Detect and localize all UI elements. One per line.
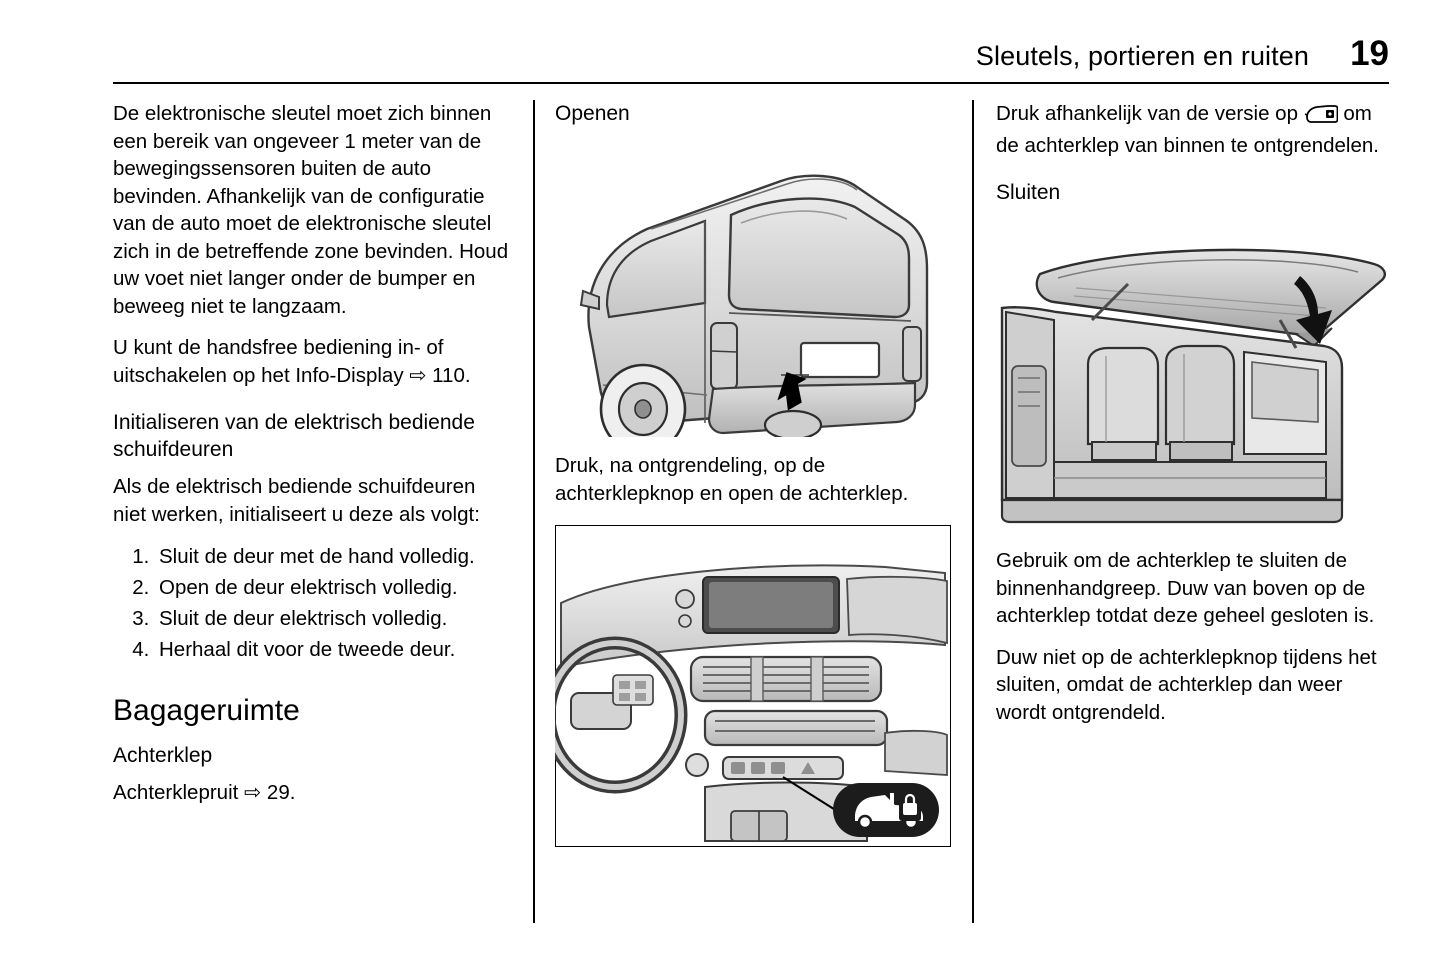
heading-achterklep: Achterklep <box>113 744 213 767</box>
heading-openen: Openen <box>555 102 630 125</box>
figure-open-tailgate <box>996 216 1394 531</box>
paragraph-niet-duwen: Duw niet op de achterklepknop tijdens het sluiten, omdat de achterklep dan weer wordt ontgrendeld. <box>996 645 1377 724</box>
paragraph-handsfree-text: U kunt de handsfree bediening in- of uitschakelen op het Info-Display <box>113 336 444 387</box>
caption-van: Druk, na ontgrendeling, op de achterklepknop en open de achterklep. <box>555 454 909 505</box>
steps-list <box>113 542 513 664</box>
header-rule <box>113 82 1389 84</box>
ref-page-29: 29. <box>266 781 296 804</box>
tailgate-unlock-icon <box>1304 104 1338 132</box>
rear-wheel <box>765 411 821 437</box>
paragraph-binnenhandgreep: Gebruik om de achterklep te sluiten de binnenhandgreep. Duw van boven op de achterklep totdat deze geheel gesloten is. <box>996 549 1375 627</box>
heading-bagageruimte: Bagageruimte <box>113 694 300 727</box>
column-divider-right <box>972 100 974 923</box>
paragraph-ontgrendelen-a: Druk afhankelijk van de versie op <box>996 102 1304 125</box>
front-wheel <box>601 365 685 437</box>
column-2 <box>555 100 955 866</box>
list-item: 4. Herhaal dit voor de tweede deur. <box>155 635 513 664</box>
column-1 <box>113 100 513 821</box>
ref-arrow-icon: ⇨ <box>244 781 262 804</box>
paragraph-initialiseren: Als de elektrisch bediende schuifdeuren niet werken, initialiseert u deze als volgt: <box>113 475 480 526</box>
list-item: 2. Open de deur elektrisch volledig. <box>155 573 513 602</box>
switch-panel <box>613 675 653 705</box>
list-item: 3. Sluit de deur elektrisch volledig. <box>155 604 513 633</box>
paragraph-ontgrendelen-b: om de achterklep van binnen te ontgrendelen. <box>996 102 1379 157</box>
figure-dashboard <box>555 525 951 852</box>
ref-page-110: 110. <box>432 363 471 387</box>
page-header <box>113 34 1389 84</box>
paragraph-ontgrendelen <box>996 100 1394 159</box>
paragraph-achterklepruit <box>113 779 513 807</box>
open-tailgate-interior-illustration <box>996 216 1394 526</box>
heading-sluiten: Sluiten <box>996 181 1061 204</box>
heading-initialiseren: Initialiseren van de elektrisch bediende schuifdeuren <box>113 411 475 461</box>
paragraph-handsfree <box>113 334 513 389</box>
page-number: 19 <box>1350 34 1389 73</box>
column-3 <box>996 100 1394 740</box>
dashboard-interior-illustration <box>555 525 951 847</box>
figure-van-rear <box>555 137 951 507</box>
van-rear-three-quarter-illustration <box>555 137 951 437</box>
paragraph-electronic-key: De elektronische sleutel moet zich binnen een bereik van ongeveer 1 meter van de bewegingssensoren buiten de auto bevinden. Afhankelijk van de configuratie van de auto moet de elektronische sleutel zich in de betreffende zone bevinden. Houd uw voet niet langer onder de bumper en beweeg niet te langzaam. <box>113 102 509 318</box>
ref-arrow-icon: ⇨ <box>409 363 427 387</box>
list-item: 1. Sluit de deur met de hand volledig. <box>155 542 513 571</box>
column-divider-left <box>533 100 535 923</box>
chapter-title: Sleutels, portieren en ruiten <box>975 41 1309 71</box>
car-lock-icon <box>833 783 939 837</box>
paragraph-achterklepruit-text: Achterklepruit <box>113 781 245 804</box>
